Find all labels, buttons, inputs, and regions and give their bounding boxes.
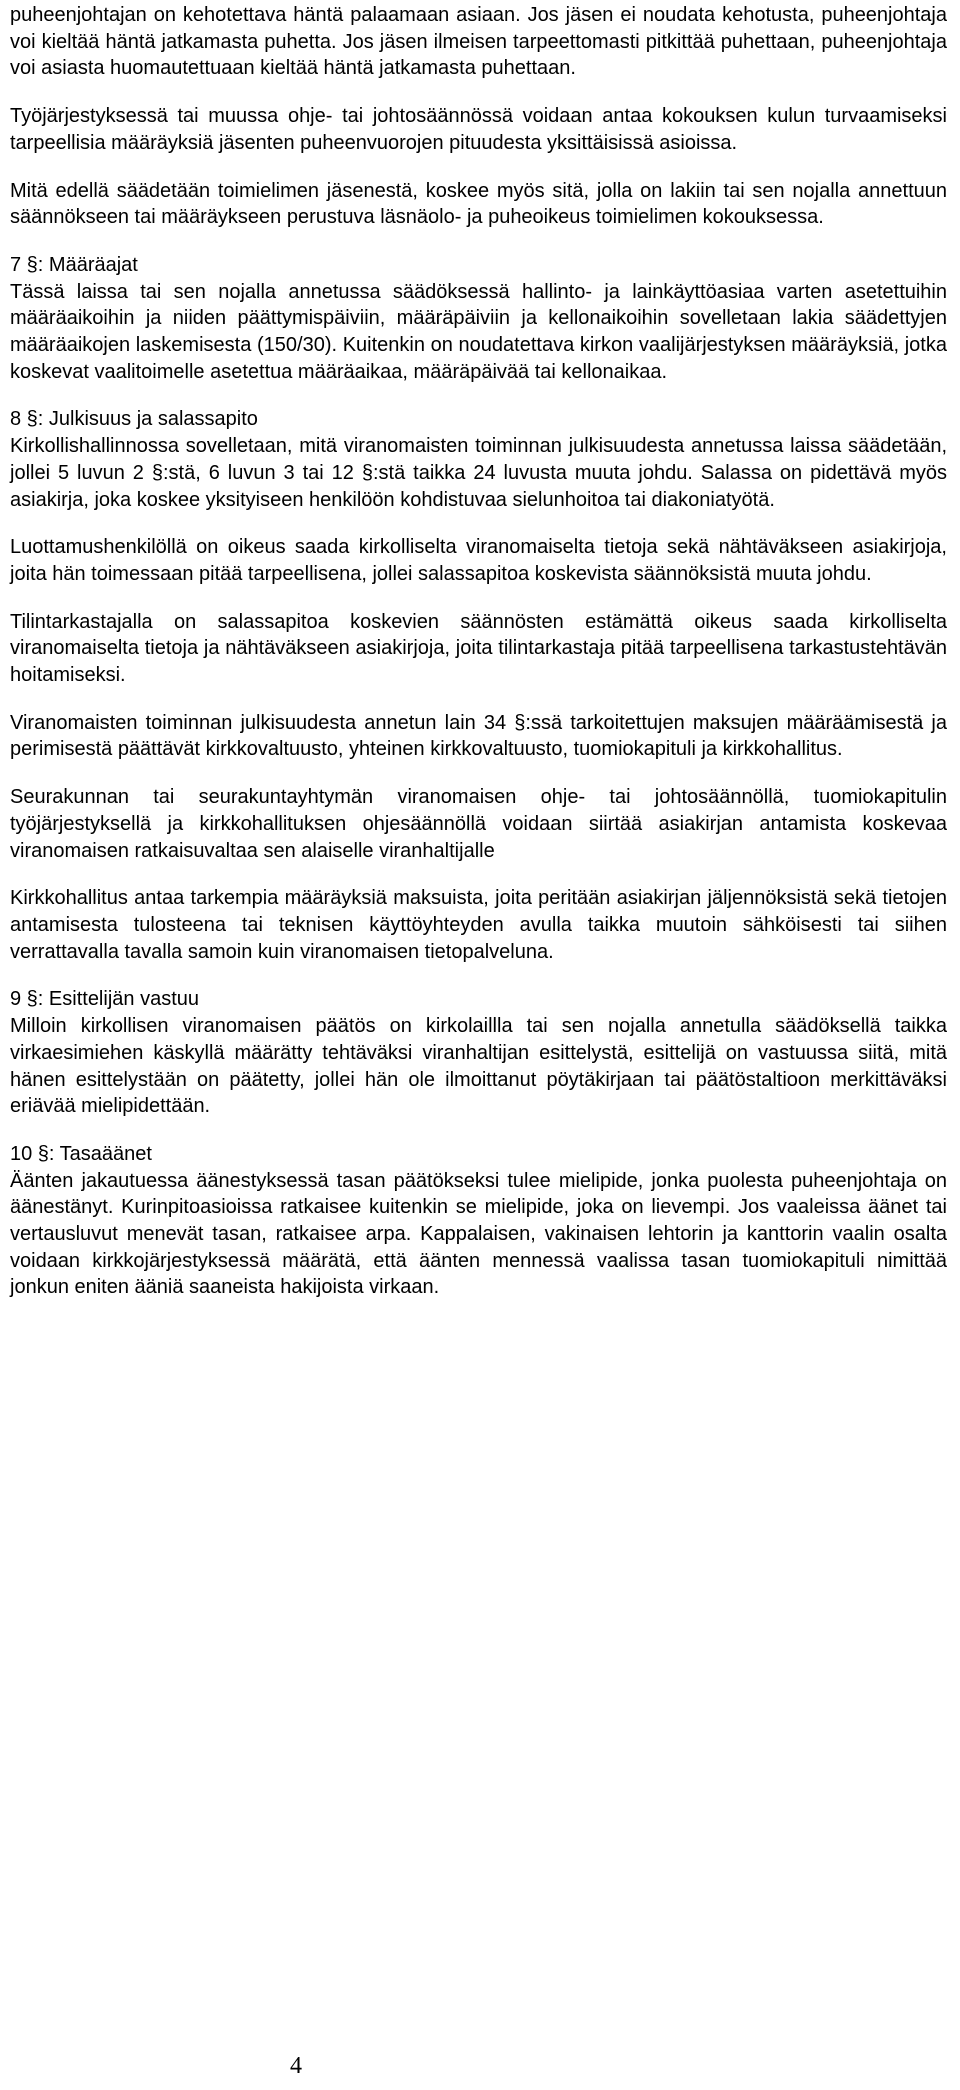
section-7-maaraajat <box>10 252 947 386</box>
section-paragraph: Viranomaisten toiminnan julkisuudesta annetun lain 34 §:ssä tarkoitettujen maksujen määräämisestä ja perimisestä päättävät kirkkovaltuusto, yhteinen kirkkovaltuusto, tuomiokapituli ja kirkkohallitus. <box>10 711 947 761</box>
section-9-esittelijan-vastuu <box>10 986 947 1120</box>
body-paragraph: puheenjohtajan on kehotettava häntä palaamaan asiaan. Jos jäsen ei noudata kehotusta, puheenjohtaja voi kieltää häntä jatkamasta puhetta. Jos jäsen ilmeisen tarpeettomasti pitkittää puhettaan, puheenjohtaja voi asiasta huomautettuaan kieltää häntä jatkamasta puhettaan. <box>10 4 947 80</box>
section-paragraph: Tilintarkastajalla on salassapitoa koskevien säännösten estämättä oikeus saada kirkolliselta viranomaiselta tietoja ja nähtäväkseen asiakirjoja, joita tilintarkastaja pitää tarpeellisena tarkastustehtävän hoitamiseksi. <box>10 610 947 687</box>
section-paragraph: Äänten jakautuessa äänestyksessä tasan päätökseksi tulee mielipide, jonka puolesta puheenjohtaja on äänestänyt. Kurinpitoasioissa ratkaisee kuitenkin se mielipide, joka on lievempi. Jos vaaleissa äänet tai vertausluvut menevät tasan, ratkaisee arpa. Kappalaisen, vakinaisen lehtorin ja kanttorin vaalin osalta voidaan kirkkojärjestyksessä määrätä, että äänten mennessä vaalissa tasan tuomiokapituli nimittää jonkun eniten ääniä saaneista hakijoista virkaan. <box>10 1169 947 1299</box>
section-paragraph: Tässä laissa tai sen nojalla annetussa säädöksessä hallinto- ja lainkäyttöasiaa varten asetettuihin määräaikoihin ja niiden päättymispäiviin, määräpäiviin ja kellonaikoihin sovelletaan lakia säädettyjen määräaikojen laskemisesta (150/30). Kuitenkin on noudatettava kirkon vaalijärjestyksen määräyksiä, jotka koskevat vaalitoimelle asetettua määräaikaa, määräpäivää tai kellonaikaa. <box>10 280 947 383</box>
section-paragraph: Kirkollishallinnossa sovelletaan, mitä viranomaisten toiminnan julkisuudesta annetussa laissa säädetään, jollei 5 luvun 2 §:stä, 6 luvun 3 tai 12 §:stä taikka 24 luvusta muuta johdu. Salassa on pidettävä myös asiakirja, joka koskee yksityiseen henkilöön kohdistuvaa sielunhoitoa tai diakoniatyötä. <box>10 435 947 511</box>
section-paragraph: Seurakunnan tai seurakuntayhtymän viranomaisen ohje- tai johtosäännöllä, tuomiokapitulin työjärjestyksellä ja kirkkohallituksen ohjesäännöllä voidaan siirtää asiakirjan antamista koskevaa viranomaisen ratkaisuvaltaa sen alaiselle viranhaltijalle <box>10 786 947 862</box>
section-heading: 8 §: Julkisuus ja salassapito <box>10 408 258 431</box>
body-paragraph: Työjärjestyksessä tai muussa ohje- tai johtosäännössä voidaan antaa kokouksen kulun turvaamiseksi tarpeellisia määräyksiä jäsenten puheenvuorojen pituudesta yksittäisissä asioissa. <box>10 105 947 154</box>
section-paragraph: Luottamushenkilöllä on oikeus saada kirkolliselta viranomaiselta tietoja sekä nähtäväkseen asiakirjoja, joita hän toimessaan pitää tarpeellisena, jollei salassapitoa koskevista säännöksistä muuta johdu. <box>10 536 947 585</box>
section-10-tasaaanet <box>10 1141 947 1301</box>
section-paragraph: Kirkkohallitus antaa tarkempia määräyksiä maksuista, joita peritään asiakirjan jäljennöksistä sekä tietojen antamisesta tulosteena tai teknisen käyttöyhteyden avulla taikka muutoin sähköisesti tai siihen verrattavalla tavalla samoin kuin viranomaisen tietopalveluna. <box>10 887 947 963</box>
section-heading: 9 §: Esittelijän vastuu <box>10 988 199 1011</box>
section-8-julkisuus <box>10 406 947 513</box>
section-heading: 7 §: Määräajat <box>10 253 138 276</box>
body-paragraph: Mitä edellä säädetään toimielimen jäsenestä, koskee myös sitä, jolla on lakiin tai sen nojalla annettuun säännökseen tai määräykseen perustuva läsnäolo- ja puheoikeus toimielimen kokouksessa. <box>10 179 947 229</box>
page-number: 4 <box>290 2053 302 2079</box>
section-heading: 10 §: Tasaäänet <box>10 1142 152 1165</box>
section-paragraph: Milloin kirkollisen viranomaisen päätös on kirkolaillla tai sen nojalla annetulla säädöksellä taikka virkaesimiehen käskyllä määrätty tehtäväksi viranhaltijan esittelystä, esittelijä on vastuussa siitä, mitä hänen esittelystään on päätetty, jollei hän ole ilmoittanut pöytäkirjaan tai päätöstaltioon merkittäväksi eriävää mielipidettään. <box>10 1015 947 1118</box>
